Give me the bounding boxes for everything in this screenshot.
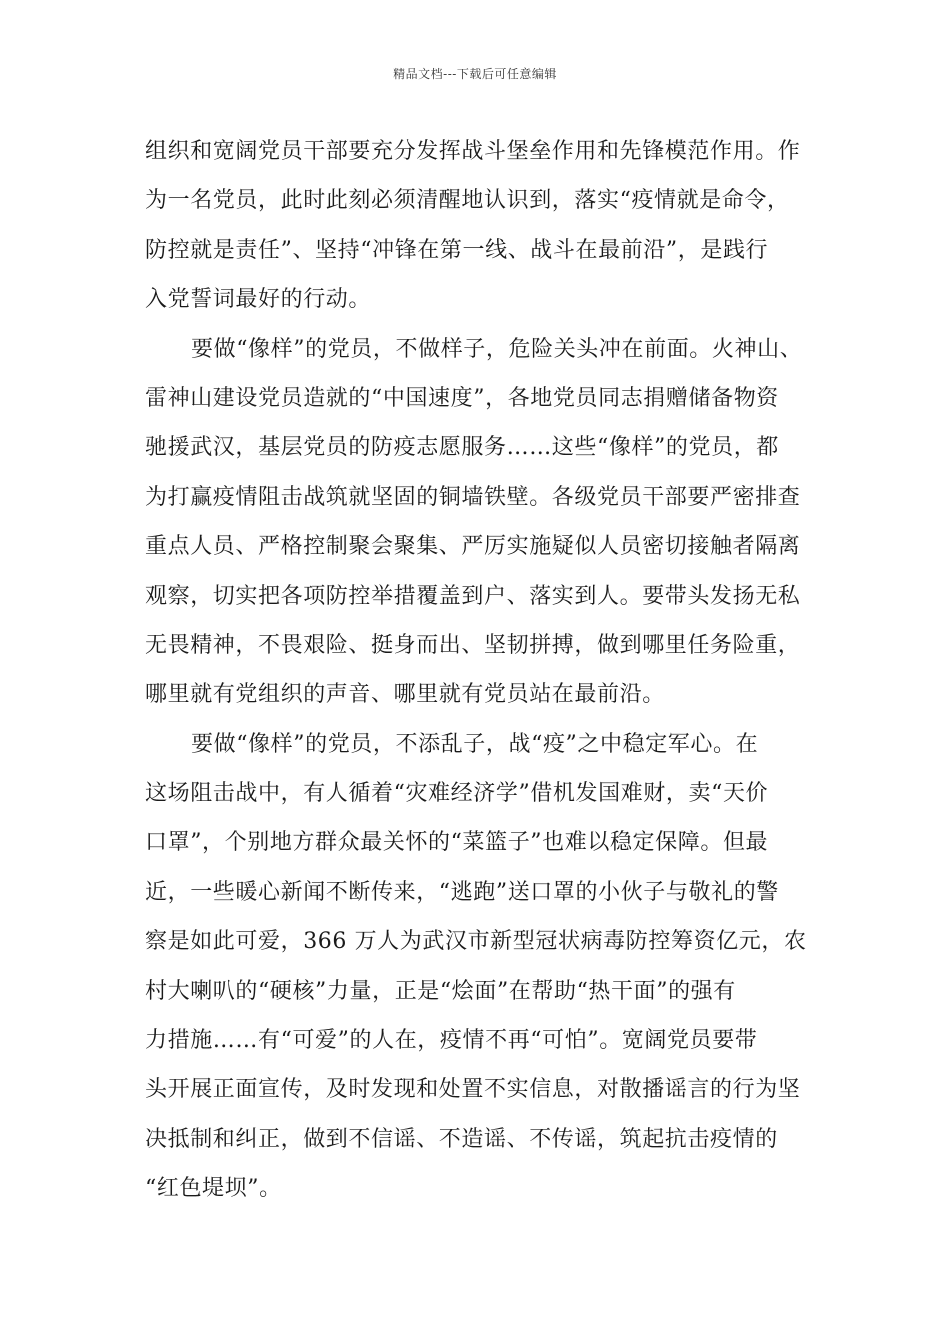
text-line: 察是如此可爱，366 万人为武汉市新型冠状病毒防控筹资亿元，农: [145, 929, 807, 955]
text-line: 组织和宽阔党员干部要充分发挥战斗堡垒作用和先锋模范作用。作: [145, 139, 801, 164]
text-line: 力措施……有“可爱”的人在，疫情不再“可怕”。宽阔党员要带: [145, 1028, 758, 1054]
page-header: 精品文档---下载后可任意编辑: [393, 67, 557, 81]
text-line: 为打赢疫情阻击战筑就坚固的铜墙铁壁。各级党员干部要严密排查: [145, 484, 801, 510]
text-line: 头开展正面宣传，及时发现和处置不实信息，对散播谣言的行为坚: [145, 1077, 801, 1103]
text-line: 无畏精神，不畏艰险、挺身而出、坚韧拼搏，做到哪里任务险重，: [145, 632, 801, 658]
text-line: 重点人员、严格控制聚会聚集、严厉实施疑似人员密切接触者隔离: [145, 534, 801, 560]
text-line: 村大喇叭的“硬核”力量，正是“烩面”在帮助“热干面”的强有: [145, 978, 736, 1004]
text-line: “红色堤坝”。: [145, 1176, 282, 1202]
paragraph-first-line: 要做“像样”的党员，不做样子，危险关头冲在前面。火神山、: [191, 336, 803, 362]
text-line: 防控就是责任”、坚持“冲锋在第一线、战斗在最前沿”，是践行: [145, 237, 769, 263]
text-line: 观察，切实把各项防控举措覆盖到户、落实到人。要带头发扬无私: [145, 583, 801, 609]
text-line: 决抵制和纠正，做到不信谣、不造谣、不传谣，筑起抗击疫情的: [145, 1126, 778, 1152]
text-line: 口罩”，个别地方群众最关怀的“菜篮子”也难以稳定保障。但最: [145, 830, 769, 856]
text-line: 入党誓词最好的行动。: [145, 287, 372, 313]
text-line: 这场阻击战中，有人循着“灾难经济学”借机发国难财，卖“天价: [145, 781, 769, 807]
text-line: 哪里就有党组织的声音、哪里就有党员站在最前沿。: [145, 682, 665, 708]
paragraph-first-line: 要做“像样”的党员，不添乱子，战“疫”之中稳定军心。在: [191, 731, 759, 757]
text-line: 为一名党员，此时此刻必须清醒地认识到，落实“疫情就是命令，: [145, 188, 790, 214]
text-line: 驰援武汉，基层党员的防疫志愿服务……这些“像样”的党员，都: [145, 435, 779, 461]
text-line: 近，一些暖心新闻不断传来，“逃跑”送口罩的小伙子与敬礼的警: [145, 879, 779, 905]
body-text: [145, 127, 815, 1214]
text-line: 雷神山建设党员造就的“中国速度”，各地党员同志捐赠储备物资: [145, 385, 779, 411]
